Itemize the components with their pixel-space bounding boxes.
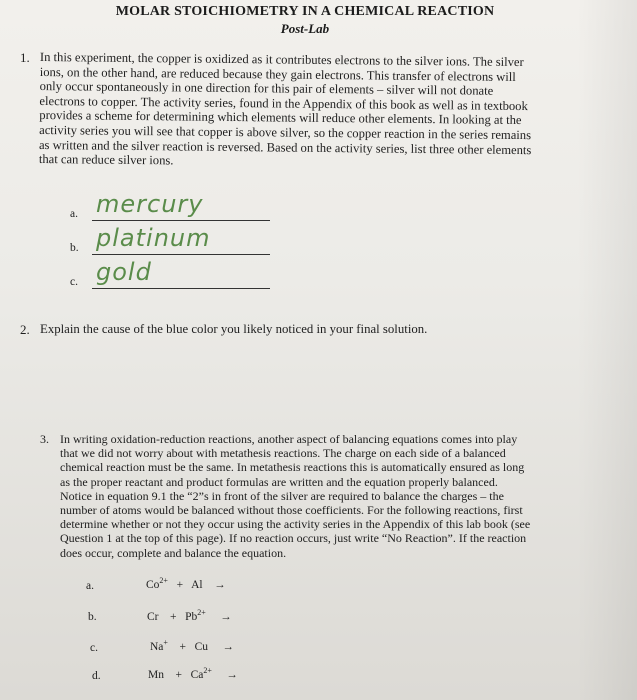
q3-line: as the proper reactant and product formulas are written and the equation properly balanced.	[60, 474, 498, 489]
q3-line: number of atoms would be balanced without those coefficients. For the following reactions, first	[60, 503, 523, 517]
plus-sign: +	[175, 668, 182, 681]
answer-a-handwriting: mercury	[96, 190, 204, 218]
q1-line: ions, on the other hand, are reduced because they gain electrons. This transfer of electrons will	[39, 64, 516, 84]
q1-line: electrons to copper. The activity series, found in the Appendix of this book as well as in textbook	[39, 93, 528, 113]
reaction-a	[146, 576, 226, 591]
q1-line: that can reduce silver ions.	[38, 152, 174, 168]
reactant-1: Co	[146, 578, 160, 591]
page-subtitle: Post-Lab	[280, 21, 330, 36]
reactant-2: Ca	[190, 668, 204, 681]
answer-c-handwriting: gold	[96, 258, 152, 286]
q3-line: does occur, complete and balance the equation.	[60, 545, 287, 560]
q1-line: activity series you will see that copper is above silver, so the copper reaction in the series remains	[39, 122, 532, 143]
answer-c-line	[92, 288, 270, 289]
reaction-b	[147, 608, 232, 623]
reaction-arrow: →	[220, 610, 232, 623]
q1-line: provides a scheme for determining which elements will reduce other elements. In looking at the	[39, 108, 522, 128]
q3-line: Notice in equation 9.1 the “2”s in front of the silver are required to balance the charges – the	[60, 488, 504, 503]
plus-sign: +	[179, 640, 186, 653]
q3-line: Question 1 at the top of this page). If no reaction occurs, just write “No Reaction”. If the reaction	[60, 531, 527, 546]
q1-line: only occur spontaneously in one direction for this pair of elements – silver will not donate	[39, 79, 494, 98]
reaction-arrow: →	[226, 668, 238, 681]
answer-a-letter: a.	[70, 208, 78, 220]
q3-line: chemical reaction must be the same. In metathesis reactions this is automatically ensured as long	[60, 460, 525, 475]
reaction-c	[150, 638, 234, 653]
q3-number: 3.	[40, 432, 49, 446]
reactant-2: Pb	[185, 610, 198, 623]
reactant-1-charge: +	[163, 638, 168, 647]
plus-sign: +	[176, 578, 184, 591]
answer-a-line	[92, 220, 270, 221]
page-title: MOLAR STOICHIOMETRY IN A CHEMICAL REACTION	[115, 4, 495, 19]
q1-line: as written and the silver reaction is reversed. Based on the activity series, list three other elements	[38, 137, 532, 157]
reaction-c-letter: c.	[90, 642, 98, 654]
reaction-arrow: →	[214, 578, 226, 591]
reactant-2: Al	[191, 578, 203, 591]
plus-sign: +	[170, 610, 177, 623]
reaction-b-letter: b.	[88, 611, 97, 623]
reactant-2: Cu	[194, 640, 208, 653]
reaction-a-letter: a.	[86, 580, 94, 592]
reactant-1: Cr	[147, 610, 159, 623]
q3-line: determine whether or not they occur using the activity series in the Appendix of this lab book (see	[60, 517, 531, 532]
reaction-d	[148, 666, 238, 681]
reactant-2-charge: 2+	[197, 608, 206, 617]
reactant-1: Mn	[148, 668, 164, 681]
reactant-2-charge: 2+	[203, 666, 212, 675]
answer-b-letter: b.	[70, 242, 79, 254]
answer-b-handwriting: platinum	[96, 224, 211, 252]
reaction-d-letter: d.	[92, 670, 101, 682]
q3-line: In writing oxidation-reduction reactions, another aspect of balancing equations comes into play	[60, 432, 518, 446]
q1-number: 1.	[20, 50, 30, 65]
q3-line: that we did not worry about with metathesis reactions. The charge on each side of a balanced	[60, 446, 506, 461]
q1-line: In this experiment, the copper is oxidized as it contributes electrons to the silver ions. The silver	[39, 50, 524, 70]
reaction-arrow: →	[222, 640, 234, 653]
q1-text	[38, 50, 600, 168]
reactant-1: Na	[150, 640, 164, 653]
reactant-1-charge: 2+	[159, 576, 168, 585]
answer-b-line	[92, 254, 270, 255]
q2-text: Explain the cause of the blue color you likely noticed in your final solution.	[40, 322, 428, 336]
answer-c-letter: c.	[70, 276, 78, 288]
q2-number: 2.	[20, 322, 30, 337]
